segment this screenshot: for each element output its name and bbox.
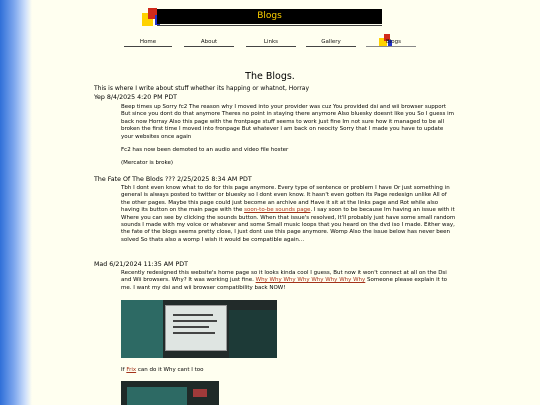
post-body xyxy=(121,185,456,244)
post-paragraph: Beep times up Sorry fc2 The reason why I moved into your provider was cuz You provided dsi and wii browser support But since you dont do that anymore Theres no point in staying there anymore Also bluesky doesnt like you So I guess im back now Horray Also this page with the frontpage stuff seems to work just fine Im not sure how it managed to be all broken the first time I moved into fronpage But whatever I am back on neocity Sorry that I made you have to update your websites once again xyxy=(121,104,454,140)
post-text: Someone please explain it to me. I want my dsi and wii browser compatibility back NOW! xyxy=(121,277,448,291)
post-text: Recently redesigned this website's home page so it looks kinda cool I guess, But now it won't connect at all on the Dsi and Wii browsers. Why? It was working just fine. xyxy=(121,270,447,284)
post-text: Tbh I dont even know what to do for this page anymore. Every type of sentence or problem I have Or just something in general is always posted to twitter or bluesky so I dont even know. It hasn't even gotten its Page redesign unlike All of the other pages. Maybe this page could just become an archive and Have it sit at the links page and Rot while also having its button on the main page with the xyxy=(121,185,450,214)
nav-gallery-underline xyxy=(306,46,356,47)
second-screenshot xyxy=(121,381,219,405)
nav-home-underline xyxy=(124,46,172,47)
page-title: The Blogs. xyxy=(245,71,295,82)
why-link[interactable]: Why Why Why Why Why Why Why Why xyxy=(255,277,366,284)
nav-gallery[interactable]: Gallery xyxy=(321,39,341,45)
post-body xyxy=(121,367,456,374)
nav-home[interactable]: Home xyxy=(139,39,157,45)
post-text: If xyxy=(121,367,127,373)
nav-blogs-underline xyxy=(366,46,416,47)
post-body xyxy=(121,104,456,168)
post-date: The Fate Of The Blods ??? 2/25/2025 8:34 AM PDT xyxy=(94,176,252,183)
page-intro: This is where I write about stuff whether its happing or whatnot, Horray xyxy=(94,85,310,92)
header-banner: Blogs xyxy=(157,9,382,24)
left-gradient-stripe xyxy=(0,0,32,405)
nav-about[interactable]: About xyxy=(200,39,218,45)
post-text: . I say soon to be because Im having an issue with it Where you can see by clicking the sounds button. When that issue's resolved, It'll probably just have some small random sounds I made with my voice or whatever and some Small music loops that you heard on the dvd iso I made. Either way, the fate of the blogs seems pretty close, I just dont use this page anymore. Womp Also the issue below has never been solved So thats also a womp I wish it would be compatible again... xyxy=(121,207,456,243)
dsi-error-screenshot xyxy=(121,300,277,358)
post-paragraph: Fc2 has now been demoted to an audio and video file hoster xyxy=(121,147,289,154)
post-text: can do it Why cant I too xyxy=(136,367,204,373)
nav-links-underline xyxy=(246,46,296,47)
post-date: Mad 6/21/2024 11:35 AM PDT xyxy=(94,261,188,268)
banner-underline xyxy=(157,25,382,26)
frix-link[interactable]: Frix xyxy=(126,367,137,373)
nav-about-underline xyxy=(184,46,234,47)
post-paragraph: (Mercator is broke) xyxy=(121,160,173,167)
nav-links[interactable]: Links xyxy=(263,39,279,45)
sounds-page-link[interactable]: soon-to-be sounds page xyxy=(244,207,311,214)
nav-blogs[interactable]: Blogs xyxy=(386,39,402,45)
post-body xyxy=(121,270,456,292)
post-date: Yep 8/4/2025 4:20 PM PDT xyxy=(94,94,178,101)
